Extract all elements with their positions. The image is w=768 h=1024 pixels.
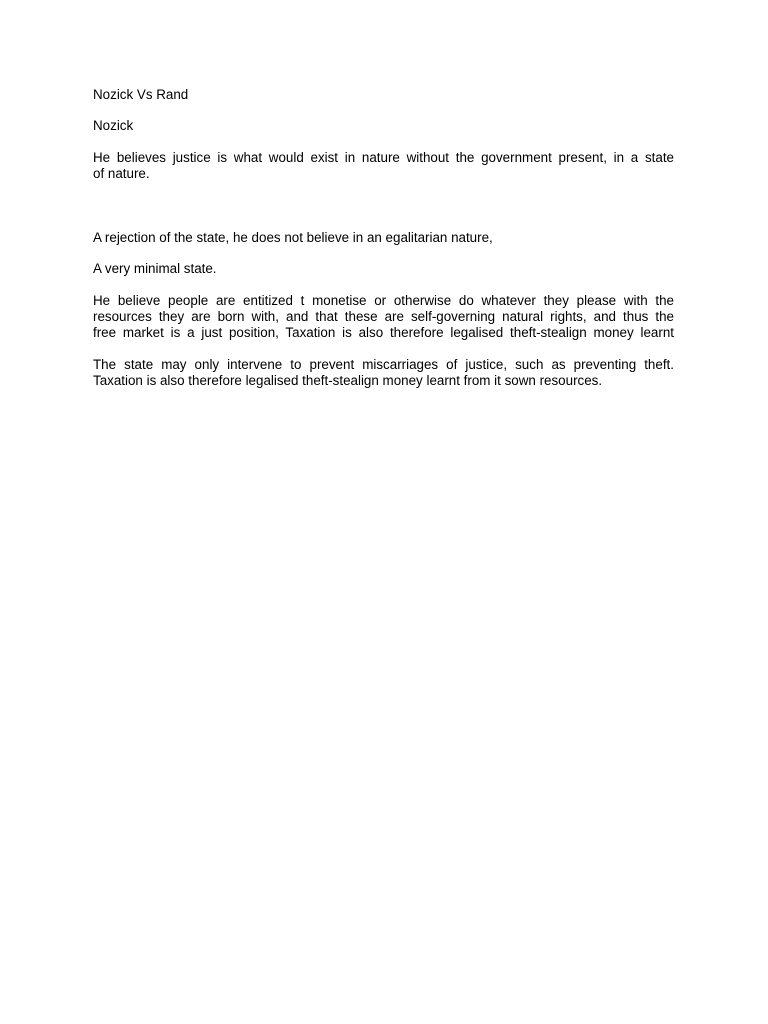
paragraph-4-line-3: free market is a just position, Taxation is also therefore legalised theft-stealign money learnt <box>93 325 674 340</box>
paragraph-4-line-1: He believe people are entitized t monetise or otherwise do whatever they please with the <box>93 293 674 308</box>
paragraph-4-line-2: resources they are born with, and that these are self-governing natural rights, and thus the <box>93 309 674 324</box>
paragraph-1-line-1: He believes justice is what would exist in nature without the government present, in a state <box>93 150 674 165</box>
paragraph-1-line-2: of nature. <box>93 166 150 181</box>
paragraph-2-line-1: A rejection of the state, he does not believe in an egalitarian nature, <box>93 230 493 245</box>
paragraph-3-line-1: A very minimal state. <box>93 261 217 276</box>
document-title: Nozick Vs Rand <box>93 87 189 102</box>
paragraph-5-line-2: Taxation is also therefore legalised theft-stealign money learnt from it sown resources. <box>93 373 603 388</box>
section-heading: Nozick <box>93 118 134 133</box>
paragraph-5-line-1: The state may only intervene to prevent miscarriages of justice, such as preventing theft. <box>93 357 674 372</box>
